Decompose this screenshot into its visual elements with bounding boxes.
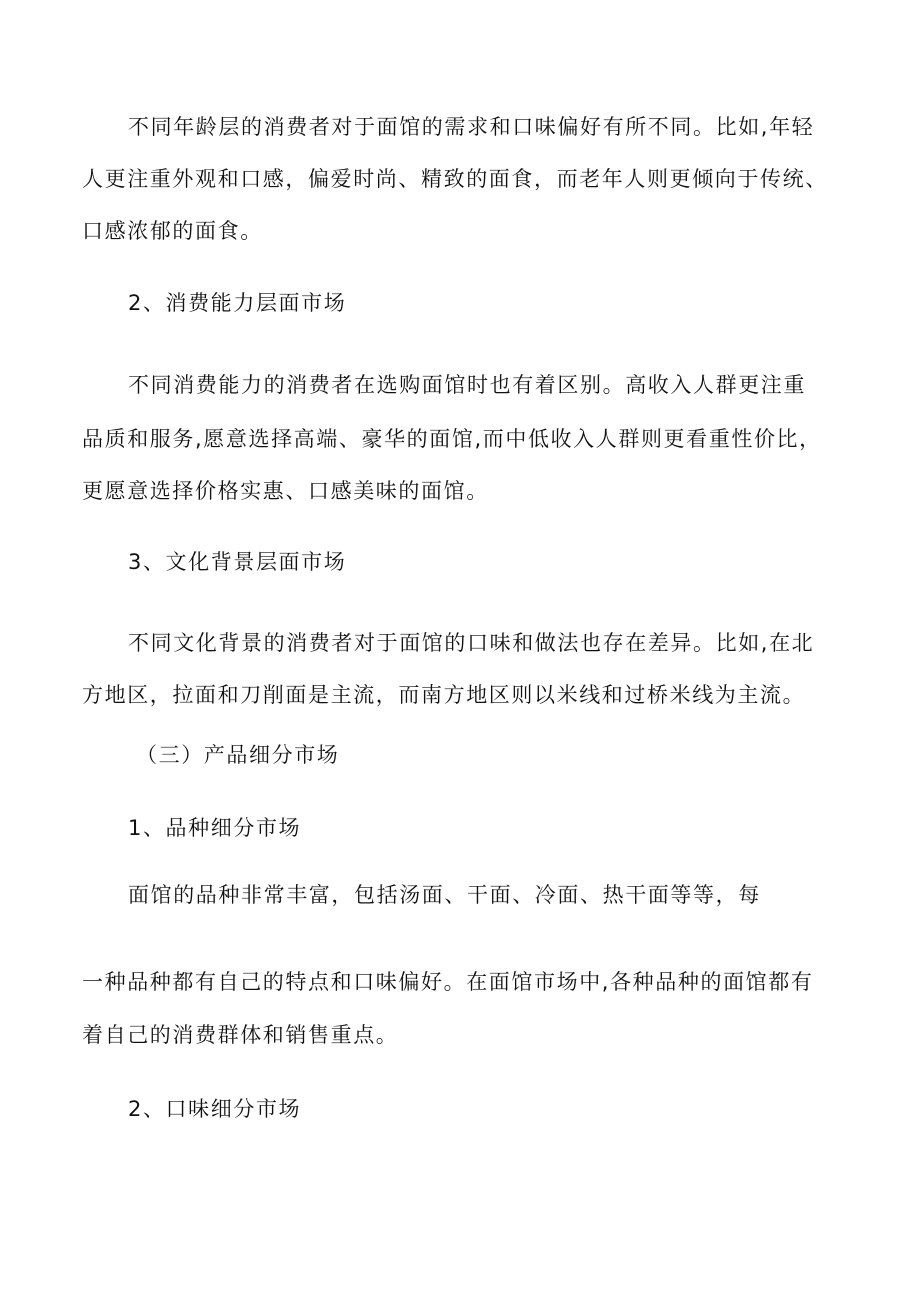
paragraph-4-line-3: 着自己的消费群体和销售重点。 bbox=[82, 1023, 399, 1047]
paragraph-4-line-2: 一种品种都有自己的特点和口味偏好。在面馆市场中,各种品种的面馆都有 bbox=[82, 970, 814, 994]
paragraph-1-line-1: 不同年龄层的消费者对于面馆的需求和口味偏好有所不同。比如,年轻 bbox=[128, 115, 815, 139]
section-heading-product-market: （三）产品细分市场 bbox=[136, 743, 340, 767]
paragraph-1-line-3: 口感浓郁的面食。 bbox=[82, 219, 263, 243]
paragraph-3-line-2: 方地区，拉面和刀削面是主流，而南方地区则以米线和过桥米线为主流。 bbox=[82, 683, 806, 707]
paragraph-2-line-1: 不同消费能力的消费者在选购面馆时也有着区别。高收入人群更注重 bbox=[128, 373, 806, 397]
paragraph-4-line-1: 面馆的品种非常丰富，包括汤面、干面、冷面、热干面等等，每 bbox=[128, 883, 761, 907]
heading-cultural-background: 3、文化背景层面市场 bbox=[128, 550, 347, 574]
paragraph-1-line-2: 人更注重外观和口感，偏爱时尚、精致的面食，而老年人则更倾向于传统、 bbox=[82, 167, 828, 191]
paragraph-2-line-3: 更愿意选择价格实惠、口感美味的面馆。 bbox=[82, 479, 489, 503]
heading-taste-market: 2、口味细分市场 bbox=[128, 1097, 302, 1121]
paragraph-2-line-2: 品质和服务,愿意选择高端、豪华的面馆,而中低收入人群则更看重性价比， bbox=[82, 427, 822, 451]
paragraph-3-line-1: 不同文化背景的消费者对于面馆的口味和做法也存在差异。比如,在北 bbox=[128, 631, 815, 655]
heading-consumption-ability: 2、消费能力层面市场 bbox=[128, 291, 347, 315]
heading-variety-market: 1、品种细分市场 bbox=[128, 816, 302, 840]
